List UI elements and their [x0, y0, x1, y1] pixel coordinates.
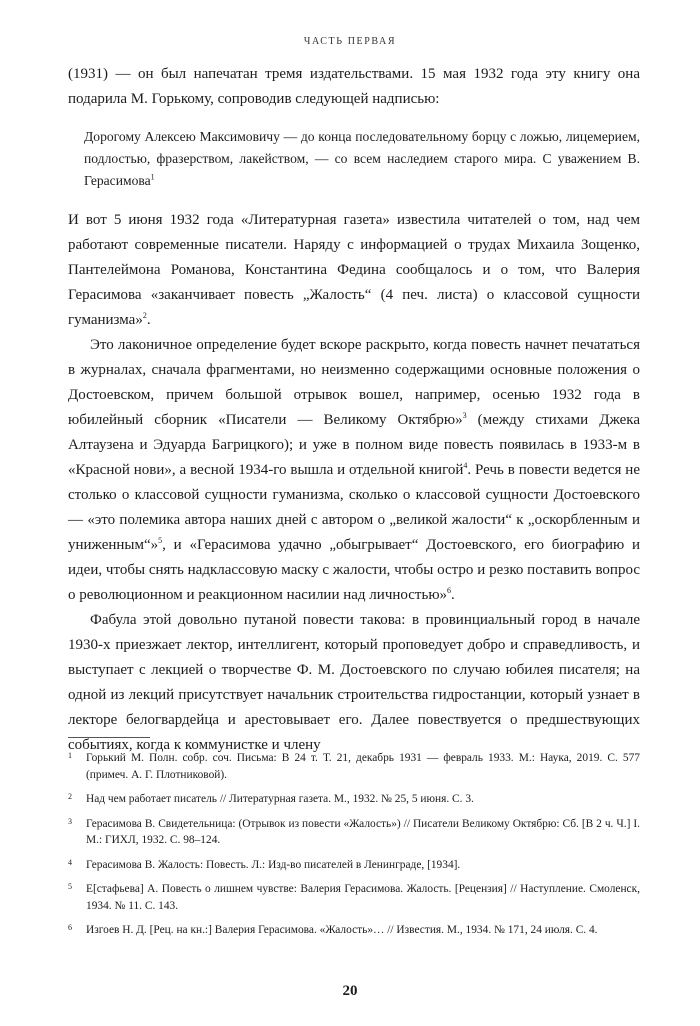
footnote-ref-1[interactable]: 1 — [150, 172, 155, 182]
footnote — [68, 922, 640, 939]
paragraph-2-text: И вот 5 июня 1932 года «Литературная газета» известила читателей о том, над чем работают современные писатели. Наряду с информацией о трудах Михаила Зощенко, Пантелеймона Романова, Константина Федина сообщалось и о том, что Валерия Герасимова «заканчивает повесть „Жалость“ (4 печ. листа) о классовой сущности гуманизма» — [68, 212, 640, 328]
main-text — [68, 62, 640, 758]
paragraph-3-part-c: . Речь в повести ведется не столько о классовой сущности гуманизма, сколько о классовой сущности Достоевского — «это полемика автора наших дней с автором о „великой жалости“ к „оскорбленным и униженным“» — [68, 462, 640, 553]
footnote-ref-4[interactable]: 4 — [463, 461, 468, 470]
paragraph-3-part-d: , и «Герасимова удачно „обыгрывает“ Достоевского, его биографию и идеи, чтобы снять надклассовую маску с жалости, чтобы остро и резко поставить вопрос о революционном и реакционном насилии над личностью» — [68, 537, 640, 603]
footnote-number: 3 — [68, 816, 72, 826]
footnote-number: 6 — [68, 923, 72, 932]
footnote — [68, 816, 640, 849]
paragraph-3 — [68, 333, 640, 608]
footnote-number: 1 — [68, 751, 72, 760]
footnote-ref-2[interactable]: 2 — [142, 311, 147, 320]
footnote-text: Над чем работает писатель // Литературная газета. М., 1932. № 25, 5 июня. С. 3. — [86, 793, 474, 805]
footnote — [68, 881, 640, 914]
footnote-number: 2 — [68, 792, 72, 801]
footnote-ref-6[interactable]: 6 — [447, 586, 452, 595]
footnote-number: 5 — [68, 882, 72, 891]
paragraph-4: Фабула этой довольно путаной повести такова: в провинциальный город в начале 1930-х приезжает лектор, интеллигент, который проповедует добро и справедливость, и выступает с лекцией о творчестве Ф. М. Достоевского по случаю юбилея писателя; на одной из лекций присутствует начальник строительства гидростанции, который узнает в лекторе белогвардейца и арестовывает его. Далее повествуется о предшествующих событиях, когда к коммунистке и члену — [68, 612, 640, 753]
footnote-number: 4 — [68, 857, 72, 867]
quote-text: Дорогому Алексею Максимовичу — до конца последовательному борцу с ложью, лицемерием, подлостью, фразерством, лакейством, — со всем наследием старого мира. С уважением В. Герасимова — [84, 129, 640, 188]
page-number: 20 — [342, 983, 358, 999]
footnote-text: Герасимова В. Свидетельница: (Отрывок из повести «Жалость») // Писатели Великому Октябрю: Сб. [В 2 ч. Ч.] I. М.: ГИХЛ, 1932. С. 98–124. — [86, 817, 640, 846]
footnote-text: Герасимова В. Жалость: Повесть. Л.: Изд-во писателей в Ленинграде, [1934]. — [86, 858, 461, 871]
paragraph-1: (1931) — он был напечатан тремя издательствами. 15 мая 1932 года эту книгу она подарила М. Горькому, сопроводив следующей надписью: — [68, 66, 640, 107]
footnote — [68, 750, 640, 783]
footnote — [68, 791, 640, 808]
block-quote — [84, 126, 640, 192]
footnote-divider — [68, 737, 150, 738]
footnotes-section — [68, 750, 640, 947]
footnote-ref-3[interactable]: 3 — [462, 411, 467, 420]
footnote-text: Изгоев Н. Д. [Рец. на кн.:] Валерия Герасимова. «Жалость»… // Известия. М., 1934. № 171, 24 июля. С. 4. — [86, 924, 598, 936]
footnote-text: Е[стафьева] А. Повесть о лишнем чувстве: Валерия Герасимова. Жалость. [Рецензия] // Наступление. Смоленск, 1934. № 11. С. 143. — [86, 883, 640, 912]
footnote-text: Горький М. Полн. собр. соч. Письма: В 24 т. Т. 21, декабрь 1931 — февраль 1933. М.: Наука, 2019. С. 577 (примеч. А. Г. Плотниковой). — [86, 752, 640, 781]
footnote — [68, 857, 640, 874]
paragraph-3-part-e: . — [451, 587, 455, 603]
running-head: ЧАСТЬ ПЕРВАЯ — [303, 36, 397, 47]
paragraph-2: И вот 5 июня 1932 года «Литературная газета» известила читателей о том, над чем работают современные писатели. Наряду с информацией о трудах Михаила Зощенко, Пантелеймона Романова, Константина Федина сообщалось и о том, что Валерия Герасимова «заканчивает повесть „Жалость“ (4 печ. листа) о классовой сущности гуманизма»$^2$. — [68, 212, 640, 328]
paragraph-3-part-a: Это лаконичное определение будет вскоре раскрыто, когда повесть начнет печататься в журналах, сначала фрагментами, но неизменно содержащими основные положения о Достоевском, причем большой отрывок вошел, например, осенью 1932 года в юбилейный сборник «Писатели — Великому Октябрю» — [68, 337, 640, 428]
paragraph-3-part-b: (между стихами Джека Алтаузена и Эдуарда Багрицкого); и уже в полном виде повесть появилась в 1933-м в «Красной нови», а весной 1934-го вышла и отдельной книгой — [68, 412, 640, 478]
footnote-ref-5[interactable]: 5 — [158, 536, 163, 545]
